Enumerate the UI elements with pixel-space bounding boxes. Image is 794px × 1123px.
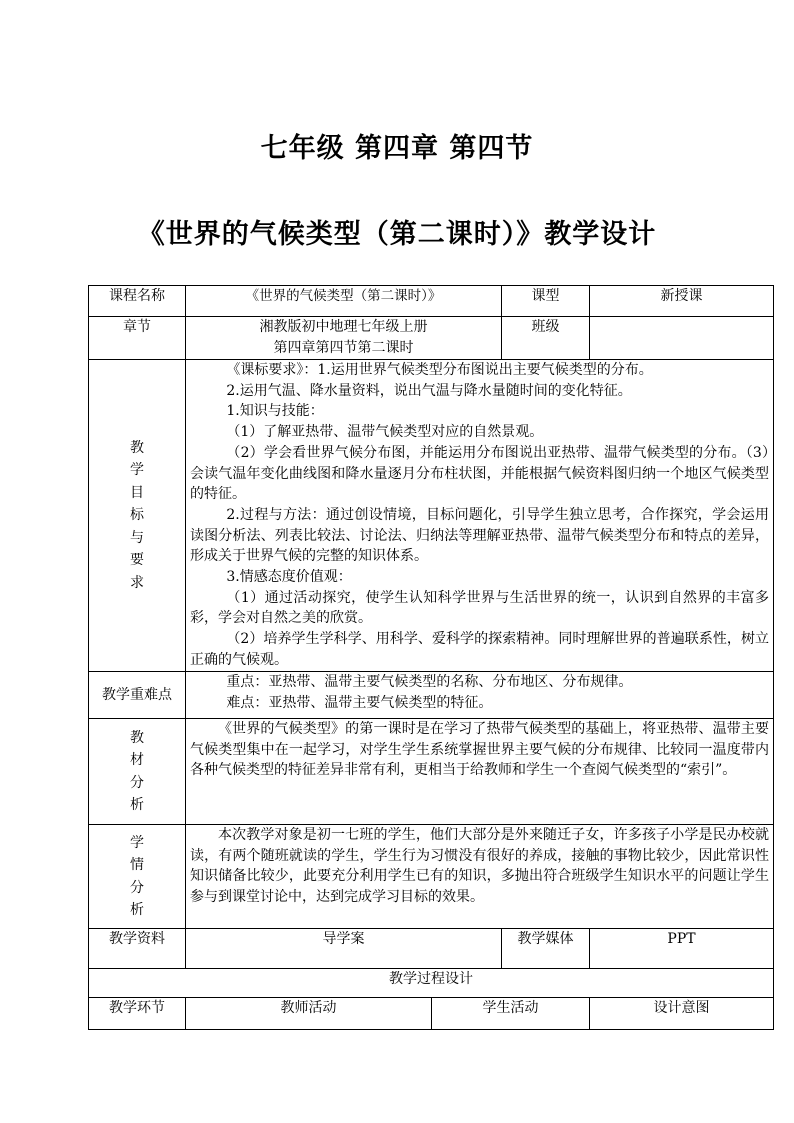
objectives-line: 2.运用气温、降水量资料，说出气温与降水量随时间的变化特征。	[226, 382, 632, 399]
resources-label: 教学资料	[89, 929, 186, 969]
key-points-content	[186, 672, 774, 719]
objectives-label-char: 要	[130, 552, 144, 569]
course-name-label: 课程名称	[89, 286, 186, 317]
course-row	[89, 286, 774, 317]
key-point-difficulty: 难点：亚热带、温带主要气候类型的特征。	[226, 694, 493, 711]
class-value	[590, 317, 774, 360]
objectives-line: 1.知识与技能：	[226, 403, 324, 420]
objectives-content	[186, 360, 774, 672]
course-type-label: 课型	[502, 286, 590, 317]
material-label-char: 教	[130, 729, 144, 746]
chapter-value-line2: 第四章第四节第二课时	[273, 339, 414, 356]
lesson-plan-table	[88, 285, 774, 1030]
material-text: 《世界的气候类型》的第一课时是在学习了热带气候类型的基础上，将亚热带、温带主要气候类型集中在一起学习，对学生学生系统掌握世界主要气候的分布规律、比较同一温度带内各种气候类型的特征差异非常有利，更相当于给教师和学生一个查阅气候类型的“索引”。	[190, 721, 769, 779]
objectives-label-char: 目	[130, 484, 144, 501]
chapter-value-line1: 湘教版初中地理七年级上册	[259, 319, 428, 335]
objectives-label-char: 求	[130, 574, 144, 591]
process-col-stage: 教学环节	[89, 998, 186, 1030]
objectives-line: 2.过程与方法：通过创设情境，目标问题化，引导学生独立思考，合作探究，学会运用读图分析法、列表比较法、讨论法、归纳法等理解亚热带、温带气候类型分布和特点的差异，形成关于世界气候的完整的知识体系。	[190, 506, 769, 565]
students-label-char: 学	[130, 834, 144, 851]
objectives-label	[89, 360, 186, 672]
process-col-teacher: 教师活动	[186, 998, 432, 1030]
objectives-row	[89, 360, 774, 672]
media-label: 教学媒体	[502, 929, 590, 969]
key-point-focus: 重点：亚热带、温带主要气候类型的名称、分布地区、分布规律。	[226, 674, 633, 690]
class-label: 班级	[502, 317, 590, 360]
chapter-value	[186, 317, 502, 360]
students-row	[89, 825, 774, 929]
objectives-line: 3.情感态度价值观：	[226, 569, 352, 586]
process-col-intent: 设计意图	[590, 998, 774, 1030]
material-row	[89, 719, 774, 825]
resources-row	[89, 929, 774, 969]
students-label	[89, 825, 186, 929]
material-label-char: 分	[130, 774, 144, 791]
chapter-row	[89, 317, 774, 360]
objectives-label-char: 标	[130, 507, 144, 524]
resources-value: 导学案	[186, 929, 502, 969]
process-columns-row	[89, 998, 774, 1030]
material-label-char: 析	[130, 797, 144, 813]
students-label-char: 析	[130, 902, 144, 918]
process-heading: 教学过程设计	[89, 969, 774, 998]
students-content	[186, 825, 774, 929]
process-heading-row	[89, 969, 774, 998]
document-title-line2: 《世界的气候类型（第二课时）》教学设计	[137, 219, 657, 250]
students-label-char: 分	[130, 879, 144, 896]
material-label-char: 材	[130, 752, 144, 768]
material-label	[89, 719, 186, 825]
objectives-label-char: 与	[130, 529, 144, 546]
objectives-label-char: 学	[130, 462, 144, 479]
chapter-label: 章节	[89, 317, 186, 360]
objectives-line: （1）了解亚热带、温带气候类型对应的自然景观。	[226, 424, 544, 441]
course-type-value: 新授课	[590, 286, 774, 317]
objectives-line: （2）学会看世界气候分布图，并能运用分布图说出亚热带、温带气候类型的分布。（3）会读气温年变化曲线图和降水量逐月分布柱状图，并能根据气候资料图归纳一个地区气候类型的特征。	[190, 444, 769, 503]
objectives-line: （2）培养学生学科学、用科学、爱科学的探索精神。同时理解世界的普遍联系性，树立正确的气候观。	[190, 631, 769, 668]
objectives-label-char: 教	[130, 439, 144, 456]
document-title-line1: 七年级 第四章 第四节	[260, 133, 534, 164]
media-value: PPT	[590, 929, 774, 969]
course-name-value: 《世界的气候类型（第二课时）》	[186, 286, 502, 317]
process-col-student: 学生活动	[432, 998, 590, 1030]
objectives-line: 《课标要求》：1.运用世界气候类型分布图说出主要气候类型的分布。	[226, 362, 653, 378]
students-label-char: 情	[130, 857, 144, 873]
objectives-line: （1）通过活动探究，使学生认知科学世界与生活世界的统一，认识到自然界的丰富多彩，学会对自然之美的欣赏。	[190, 589, 769, 627]
students-text: 本次教学对象是初一七班的学生，他们大部分是外来随迁子女，许多孩子小学是民办校就读，有两个随班就读的学生，学生行为习惯没有很好的养成，接触的事物比较少，因此常识性知识储备比较少，此要充分利用学生已有的知识，多抛出符合班级学生知识水平的问题让学生参与到课堂讨论中，达到完成学习目标的效果。	[190, 827, 769, 906]
material-content	[186, 719, 774, 825]
key-points-label: 教学重难点	[89, 672, 186, 719]
key-points-row	[89, 672, 774, 719]
